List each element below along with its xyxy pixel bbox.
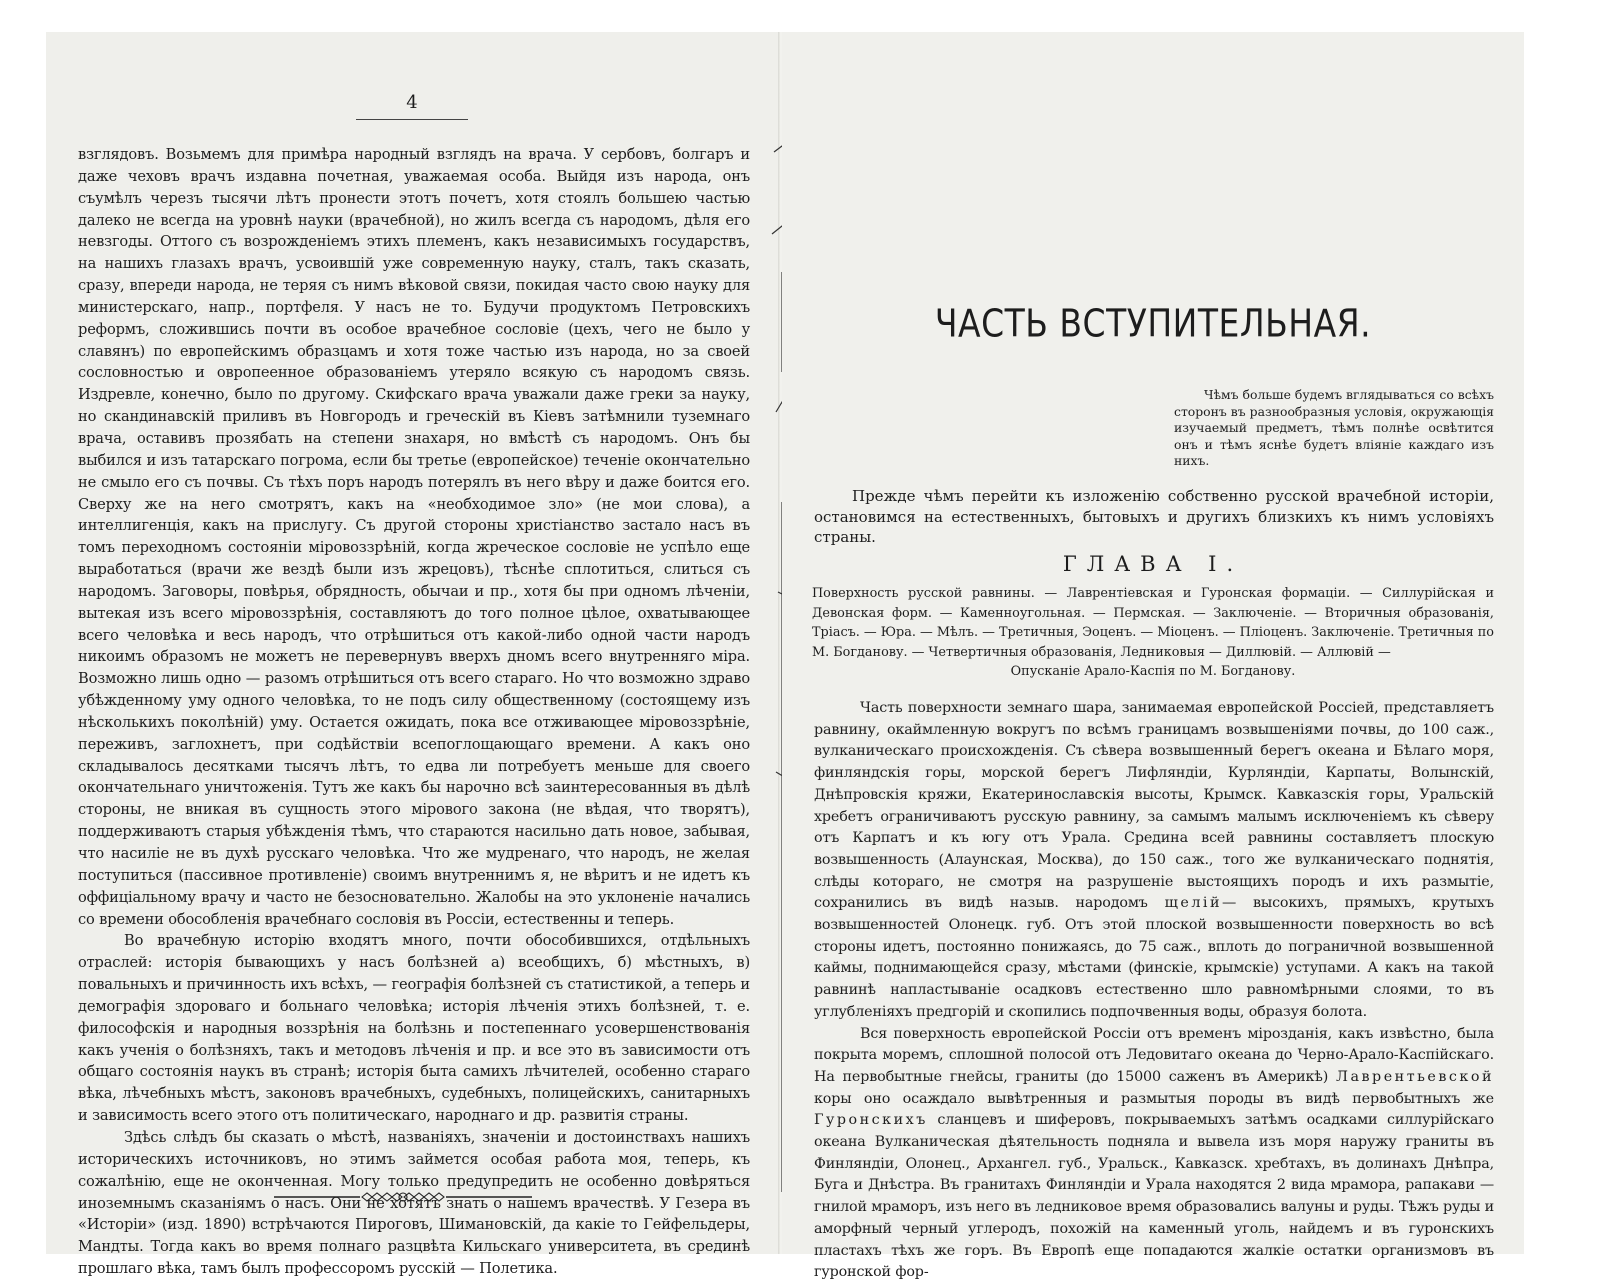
chapter-summary-last-line: Опусканіе Арало-Каспія по М. Богданову. [1010, 664, 1296, 680]
spaced-term-shchelii: щелій [1164, 895, 1222, 912]
intro-text [814, 486, 1494, 548]
right-page [782, 32, 1524, 1281]
right-paragraph-1 [814, 698, 1494, 1024]
chapter-heading: ГЛАВА I. [1062, 552, 1244, 576]
left-paragraph-2: Во врачебную исторію входятъ много, почти обособившихся, отдѣльныхъ отраслей: исторія бывающихъ у насъ болѣзней а) всеобщихъ, б) мѣстныхъ, в) повальныхъ и причинность ихъ всѣхъ, — географія болѣзней съ статистикой, а теперь и демографія здороваго и больнаго человѣка; исторія лѣченія этихъ болѣзней, т. е. философскія и народныя воззрѣнія на болѣзнь и постепеннаго усовершенствованія какъ ученія о болѣзняхъ, такъ и методовъ лѣченія и пр. и все это въ зависимости отъ общаго состоянія наукъ въ странѣ; исторія быта самихъ лѣчителей, особенно стараго вѣка, лѣчебныхъ мѣстъ, законовъ врачебныхъ, судебныхъ, полицейскихъ, санитарныхъ и зависимость всего этого отъ политическаго, народнаго и др. развитія страны. [78, 932, 750, 1125]
chapter-summary-text: Поверхность русской равнины. — Лаврентіевская и Гуронская формаціи. — Силлурійская и Девонская форм. — Каменноугольная. — Пермская. — Заключеніе. — Вторичныя образованія, Тріасъ. — Юра. — Мѣлъ. — Третичныя, Эоценъ. — Міоценъ. — Пліоценъ. Заключеніе. Третичныя по М. Богданову. — Четвертичныя образованія, Ледниковыя — Диллювій. — Аллювій — [812, 586, 1494, 660]
epigraph-text: Чѣмъ больше будемъ вглядываться со всѣхъ сторонъ въ разнообразныя условія, окружающія изучаемый предметъ, тѣмъ полнѣе освѣтится онъ и тѣмъ яснѣе будетъ вліяніе каждаго изъ нихъ. [1174, 387, 1494, 469]
left-paragraph-3: Здѣсь слѣдъ бы сказать о мѣстѣ, названіяхъ, значеніи и достоинствахъ нашихъ историческихъ источниковъ, но этимъ займется особая работа моя, теперь, къ сожалѣнію, еще не оконченная. Могу только предупредить не особенно довѣряться иноземнымъ сказаніямъ о насъ. Они не хотятъ знать о нашемъ врачествѣ. У Гезера въ «Исторіи» (изд. 1890) встрѣчаются Пироговъ, Шимановскій, да какіе то Гейфельдеры, Мандты. Тогда какъ во время полнаго разцвѣта Кильскаго университета, въ срединѣ прошлаго вѣка, тамъ былъ профессоромъ русскій — Полетика. [78, 1128, 750, 1278]
right-paragraph-2-part-3: сланцевъ и шиферовъ, покрываемыхъ затѣмъ осадками силлурійскаго океана Вулканическая дѣятельность подняла и вывела изъ моря наружу граниты въ Финляндіи, Олонец., Архангел. губ., Уральск., Кавказск. хребтахъ, въ долинахъ Днѣпра, Буга и Днѣстра. Въ гранитахъ Финляндіи и Урала находятся 2 вида мрамора, рапакави — гнилой мраморъ, изъ него въ ледниковое время образовались валуны и руды. Тѣжъ руды и аморфный черный углеродъ, похожій на каменный уголь, найдемъ и въ гуронскихъ пластахъ тѣхъ же горъ. Въ Европѣ еще попадаются жалкіе остатки организмовъ въ гуронской фор- [814, 1112, 1494, 1281]
intro-paragraph: Прежде чѣмъ перейти къ изложенію собственно русской врачебной исторіи, остановимся на естественныхъ, бытовыхъ и другихъ близкихъ къ нимъ условіяхъ страны. [814, 487, 1494, 546]
part-title: ЧАСТЬ ВСТУПИТЕЛЬНАЯ. [934, 301, 1372, 346]
left-page-body [78, 144, 750, 1280]
right-page-body [814, 698, 1494, 1284]
spaced-term-huronian: Гуронскихъ [814, 1112, 928, 1129]
right-paragraph-1-continuation: — высокихъ, прямыхъ, крутыхъ возвышенностей Олонецк. губ. Отъ этой плоской возвышенности поверхность во всѣ стороны идетъ, постоянно понижаясь, до 75 саж., вплоть до пограничной возвышенной каймы, поднимающейся сразу, мѣстами (финскіе, крымскіе) уступами. А какъ на такой равнинѣ напластываніе осадковъ естественно шло равномѣрными слоями, то въ углубленіяхъ предгорій и скопились подпочвенныя воды, образуя болота. [814, 895, 1494, 1020]
right-paragraph-1-text: Часть поверхности земнаго шара, занимаемая европейской Россіей, представляетъ равнину, окаймленную вокругъ по всѣмъ границамъ возвышеніями почвы, до 100 саж., вулканическаго происхожденія. Съ сѣвера возвышенный берегъ океана и Бѣлаго моря, финляндскія горы, морской берегъ Лифляндіи, Курляндіи, Карпаты, Волынскій, Днѣпровскія кряжи, Екатеринославскія высоты, Крымск. Кавказскія горы, Уральскій хребетъ ограничиваютъ русскую равнину, за самымъ малымъ исключеніемъ къ сѣверу отъ Карпатъ и къ югу отъ Урала. Средина всей равнины составляетъ плоскую возвышенность (Алаунская, Москва), до 150 саж., того же вулканическаго поднятія, слѣды котораго, не смотря на разрушеніе выстоящихъ породъ и ихъ размытіе, сохранились въ видѣ назыв. народомъ [814, 700, 1494, 912]
right-paragraph-2 [814, 1024, 1494, 1284]
left-paragraph-1: взглядовъ. Возьмемъ для примѣра народный взглядъ на врача. У сербовъ, болгаръ и даже чеховъ врачъ издавна почетная, уважаемая особа. Выйдя изъ народа, онъ съумѣлъ черезъ тысячи лѣтъ пронести этотъ почетъ, хотя стоялъ большею частью далеко не всегда на уровнѣ науки (врачебной), но жилъ всегда съ народомъ, дѣля его невзгоды. Оттого съ возрожденіемъ этихъ племенъ, какъ независимыхъ государствъ, на нашихъ глазахъ врачъ, усвоившій уже современную науку, сталъ, такъ сказать, сразу, впереди народа, не теряя съ нимъ вѣковой связи, покидая часто свою науку для министерскаго, напр., портфеля. У насъ не то. Будучи продуктомъ Петровскихъ реформъ, сложившись почти въ особое врачебное сословіе (цехъ, чего не было у славянъ) по европейскимъ образцамъ и хотя тоже частью изъ народа, но за своей сословностью и овропеенное образованіемъ утеряло всякую съ народомъ связь. Издревле, конечно, было по другому. Скифскаго врача уважали даже греки за науку, но скандинавскій приливъ въ Новгородъ и греческій въ Кіевъ затѣмнили туземнаго врача, оставивъ прозябать на степени знахаря, но вмѣстѣ съ народомъ. Онъ бы выбился и изъ татарскаго погрома, если бы третье (европейское) теченіе окончательно не смыло его съ почвы. Съ тѣхъ поръ народъ потерялъ въ него вѣру и даже боится его. Сверху же на него смотрятъ, какъ на «необходимое зло» (не мои слова), а интеллигенція, какъ на прислугу. Съ другой стороны христіанство застало насъ въ томъ переходномъ состояніи міровоззрѣній, когда жреческое сословіе не успѣло еще выработаться (врачи же вездѣ были изъ жрецовъ), тѣснѣе сплотиться, слиться съ народомъ. Заговоры, повѣрья, обрядность, обычаи и пр., хотя бы при одномъ лѣченіи, вытекая изъ всего міровоззрѣнія, составляютъ до того полное цѣлое, охватывающее всего человѣка и весь народъ, что отрѣшиться отъ какой-либо одной части народъ никоимъ образомъ не можетъ не перевернувъ вверхъ дномъ всего внутренняго міра. Возможно лишь одно — разомъ отрѣшиться отъ всего стараго. Но что возможно здраво убѣжденному уму одного человѣка, то не подъ силу общественному (состоящему изъ нѣсколькихъ поколѣній) уму. Остается ожидать, пока все отживающее міровоззрѣніе, переживъ, заглохнетъ, при содѣйствіи всепоглощающаго времени. А какъ оно складывалось десятками тысячъ лѣтъ, то едва ли потребуетъ меньше для своего окончательнаго уничтоженія. Тутъ же какъ бы нарочно всѣ заинтересованныя въ дѣлѣ стороны, не вникая въ сущность этого мірового закона (не вѣдая, что творятъ), поддерживаютъ старыя убѣжденія тѣмъ, что стараются насильно дать новое, забывая, что насиліе не въ духѣ русскаго человѣка. Что же мудренаго, что народъ, не желая поступиться (пассивное противленіе) своимъ внутреннимъ я, не вѣритъ и не идетъ къ оффиціальному врачу и часто не безосновательно. Жалобы на это уклоненіе начались со времени обособленія врачебнаго сословія въ Россіи, естественны и теперь. [78, 146, 750, 928]
header-rule [356, 119, 468, 120]
chapter-summary [812, 584, 1494, 682]
page-number: 4 [406, 92, 418, 113]
right-paragraph-2-part-2: коры оно осаждало вывѣтренныя и размытыя породы въ видѣ первобытныхъ же [814, 1090, 1494, 1107]
right-paragraph-2-text: Вся поверхность европейской Россіи отъ временъ мірозданія, какъ извѣстно, была покрыта моремъ, сплошной полосой отъ Ледовитаго океана до Черно-Арало-Каспійскаго. На первобытные гнейсы, граниты (до 15000 саженъ въ Америкѣ) [814, 1025, 1494, 1085]
left-page [46, 32, 780, 1278]
spaced-term-laurentian: Лаврентьевской [1336, 1068, 1494, 1085]
epigraph [1174, 387, 1494, 470]
end-ornament [274, 1190, 532, 1204]
